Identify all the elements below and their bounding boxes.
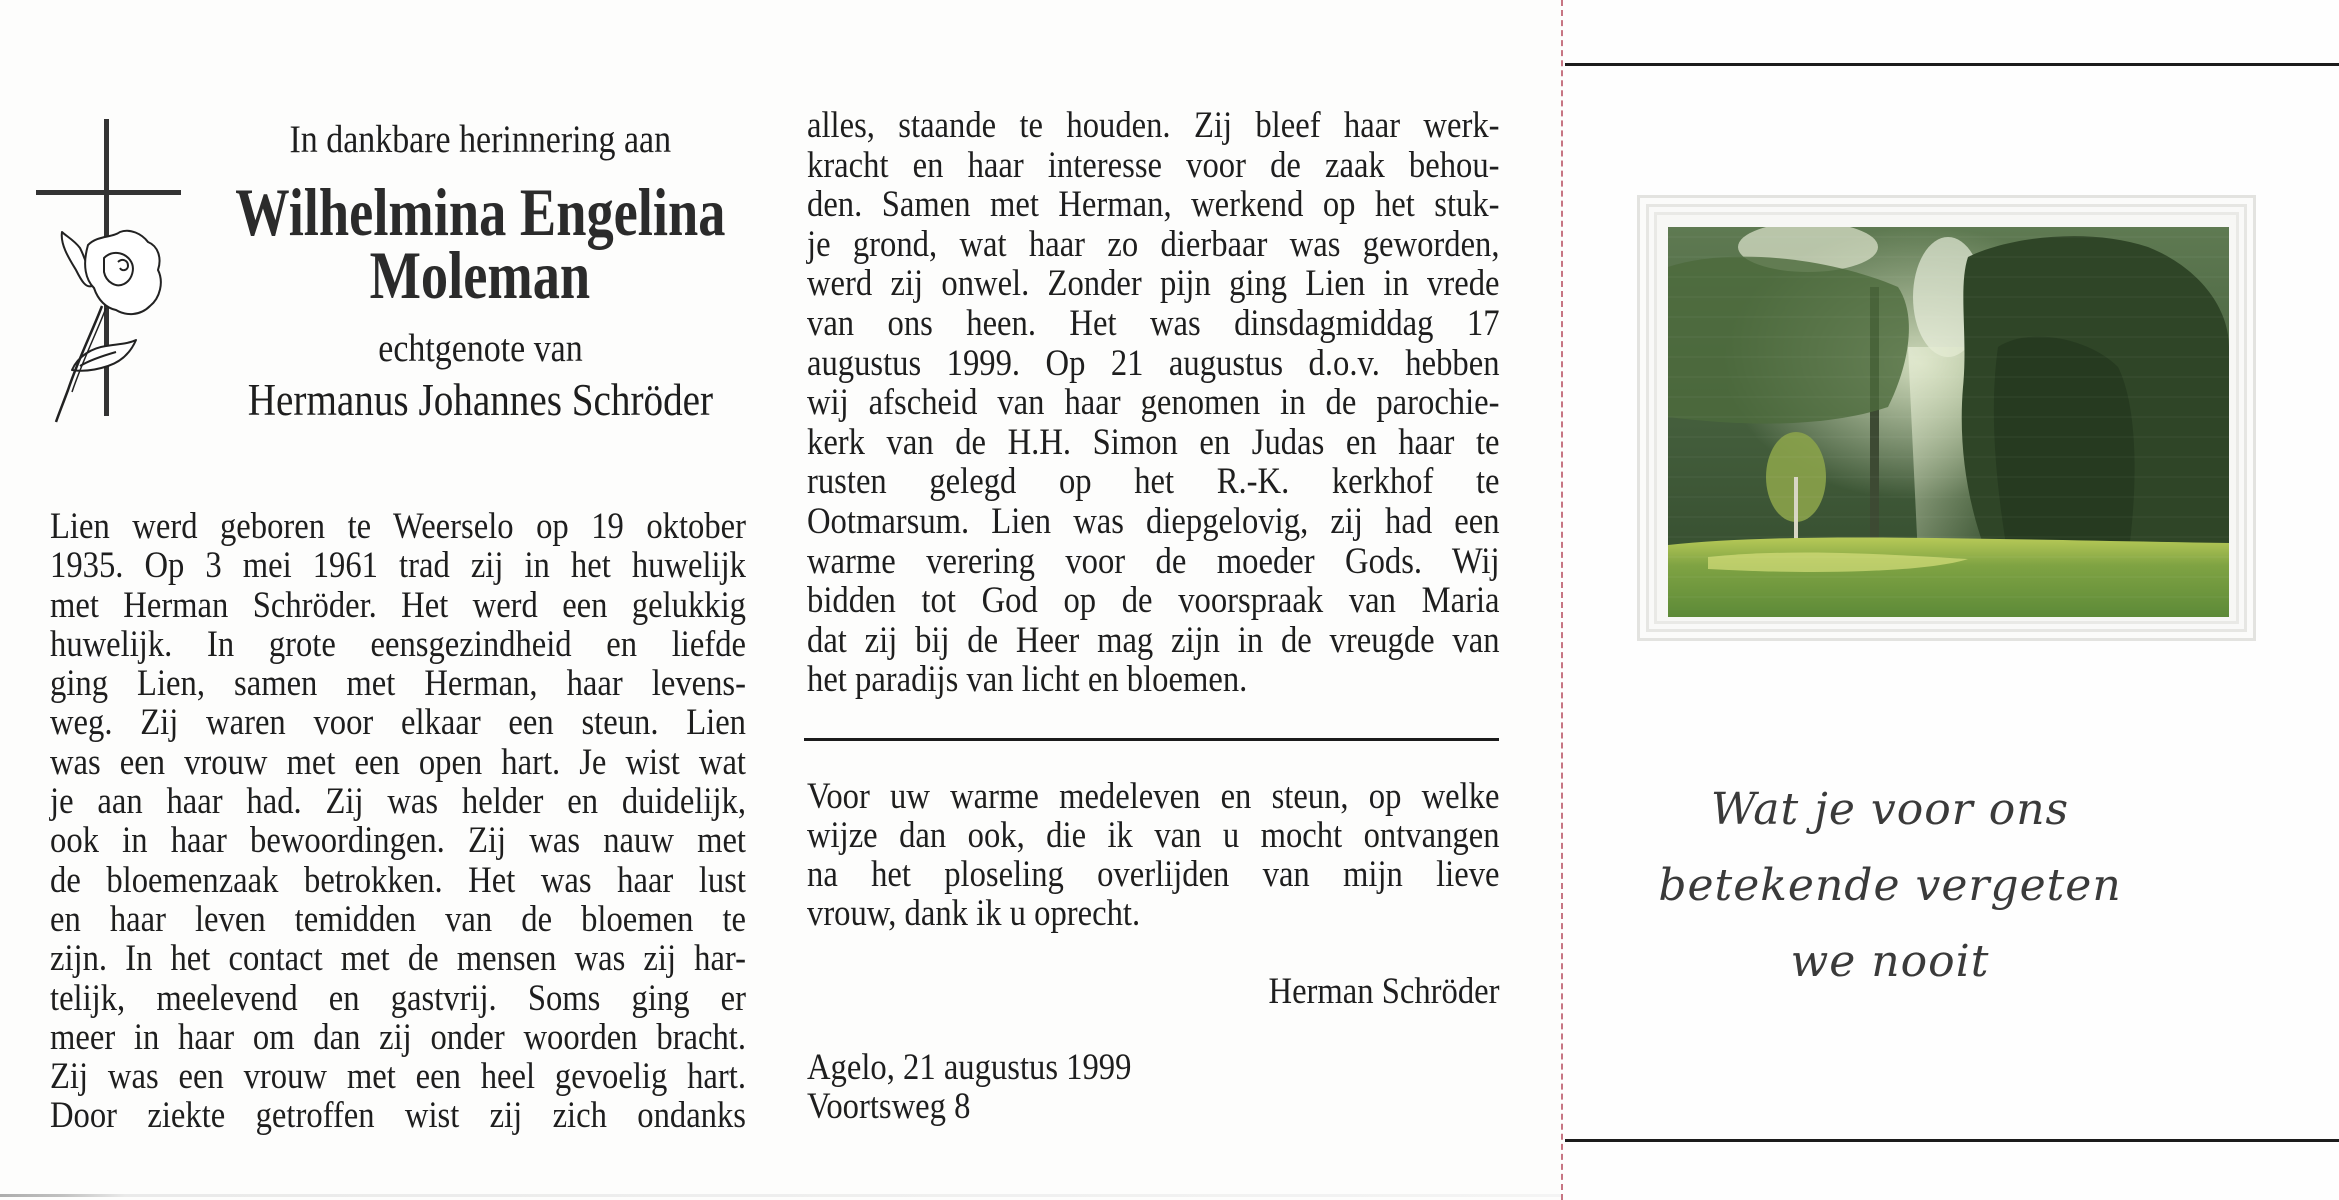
deceased-name-line2	[130, 237, 830, 313]
place-and-address	[807, 1048, 1500, 1126]
biography-line: je aan haar had. Zij was helder en duidelijk,	[50, 781, 746, 823]
scan-edge-shadow	[0, 1194, 1561, 1197]
biography-line: huwelijk. In grote eensgezindheid en liefde	[50, 623, 746, 665]
biography-line: kracht en haar interesse voor de zaak behou-	[807, 144, 1500, 186]
thank-you-message	[807, 777, 1500, 933]
biography-line: ging Lien, samen met Herman, haar levens-	[50, 663, 746, 705]
spouse-label	[180, 329, 780, 369]
deceased-surname: Moleman	[369, 237, 591, 313]
biography-line: en haar leven temidden van de bloemen te	[50, 898, 746, 940]
biography-line: augustus 1999. Op 21 augustus d.o.v. hebben	[807, 342, 1500, 384]
biography-left-column	[50, 507, 746, 1136]
verse-line: betekende vergeten	[1658, 860, 2122, 911]
address: Voortsweg 8	[807, 1086, 971, 1127]
fold-divider	[1561, 0, 1563, 1200]
verse-line: we nooit	[1790, 936, 1990, 987]
biography-line: bidden tot God op de voorspraak van Maria	[807, 580, 1500, 622]
biography-line: het paradijs van licht en bloemen.	[807, 659, 1248, 701]
thanks-line: vrouw, dank ik u oprecht.	[807, 893, 1141, 934]
section-divider-rule	[804, 738, 1499, 741]
biography-middle-column	[807, 106, 1500, 700]
biography-line: Zij was een vrouw met een heel gevoelig hart.	[50, 1056, 746, 1098]
deceased-given-names: Wilhelmina Engelina	[234, 174, 726, 250]
biography-line: de bloemenzaak betrokken. Het was haar lust	[50, 859, 746, 901]
biography-line: Lien werd geboren te Weerselo op 19 oktober	[50, 506, 746, 547]
memorial-intro-text: In dankbare herinnering aan	[289, 118, 671, 161]
biography-line: ook in haar bewoordingen. Zij was nauw met	[50, 820, 746, 862]
place-date: Agelo, 21 augustus 1999	[807, 1047, 1132, 1088]
thanks-line: Voor uw warme medeleven en steun, op welke	[807, 776, 1500, 817]
thanks-line: na het ploseling overlijden van mijn lieve	[807, 854, 1500, 895]
biography-line: werd zij onwel. Zonder pijn ging Lien in vrede	[807, 263, 1500, 305]
biography-line: Door ziekte getroffen wist zij zich ondanks	[50, 1095, 746, 1137]
biography-line: weg. Zij waren voor elkaar een steun. Lien	[50, 702, 746, 744]
biography-line: meer in haar om dan zij onder woorden bracht.	[50, 1016, 746, 1058]
thanks-line: wijze dan ook, die ik van u mocht ontvangen	[807, 815, 1500, 856]
biography-line: den. Samen met Herman, werkend op het stuk-	[807, 184, 1500, 226]
biography-line: telijk, meelevend en gastvrij. Soms ging er	[50, 977, 746, 1019]
biography-line: zijn. In het contact met de mensen was zij har-	[50, 938, 746, 980]
memorial-intro	[180, 120, 780, 160]
biography-line: warme verering voor de moeder Gods. Wij	[807, 540, 1500, 582]
spouse-label-text: echtgenote van	[377, 327, 583, 370]
biography-line: 1935. Op 3 mei 1961 trad zij in het huwelijk	[50, 545, 746, 587]
biography-line: kerk van de H.H. Simon en Judas en haar te	[807, 421, 1500, 463]
biography-line: dat zij bij de Heer mag zijn in de vreugde van	[807, 619, 1500, 661]
spouse-name-text: Hermanus Johannes Schröder	[247, 375, 713, 425]
biography-line: van ons heen. Het was dinsdagmiddag 17	[807, 302, 1500, 344]
cover-bottom-rule	[1565, 1139, 2339, 1142]
spouse-name	[130, 377, 830, 423]
biography-line: wij afscheid van haar genomen in de parochie-	[807, 382, 1500, 424]
biography-line: Ootmarsum. Lien was diepgelovig, zij had een	[807, 500, 1500, 542]
signature: Herman Schröder	[1268, 971, 1500, 1012]
verse-line: Wat je voor ons	[1710, 784, 2070, 835]
biography-line: was een vrouw met een open hart. Je wist wat	[50, 741, 746, 783]
cover-top-rule	[1565, 63, 2339, 66]
park-with-trees-photo	[1668, 227, 2229, 617]
biography-line: rusten gelegd op het R.-K. kerkhof te	[807, 461, 1500, 503]
biography-line: met Herman Schröder. Het werd een gelukkig	[50, 584, 746, 626]
biography-line: alles, staande te houden. Zij bleef haar werk-	[807, 105, 1500, 146]
biography-line: je grond, wat haar zo dierbaar was geworden,	[807, 223, 1500, 265]
